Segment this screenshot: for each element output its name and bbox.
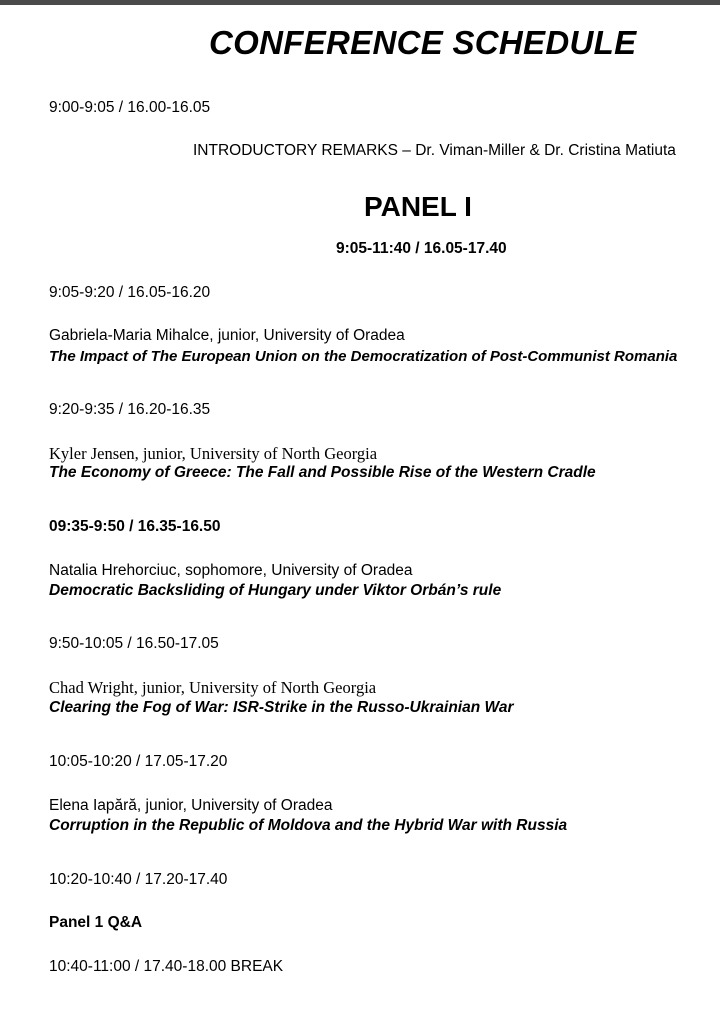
panel-time: 9:05-11:40 / 16.05-17.40: [336, 240, 507, 257]
session-talk: Democratic Backsliding of Hungary under Viktor Orbán’s rule: [49, 582, 502, 599]
intro-time: 9:00-9:05 / 16.00-16.05: [49, 99, 211, 116]
session-talk: Corruption in the Republic of Moldova and the Hybrid War with Russia: [49, 817, 568, 834]
session-talk: The Economy of Greece: The Fall and Possible Rise of the Western Cradle: [49, 464, 596, 481]
session-time: 09:35-9:50 / 16.35-16.50: [49, 518, 221, 535]
session-time: 9:50-10:05 / 16.50-17.05: [49, 635, 219, 652]
session-speaker: Elena Iapără, junior, University of Oradea: [49, 797, 333, 814]
qa-label: Panel 1 Q&A: [49, 914, 143, 931]
session-talk: The Impact of The European Union on the Democratization of Post-Communist Romania: [49, 348, 678, 365]
intro-remarks: INTRODUCTORY REMARKS – Dr. Viman-Miller & Dr. Cristina Matiuta: [193, 142, 676, 159]
session-speaker: Kyler Jensen, junior, University of North Georgia: [49, 444, 378, 463]
session-speaker: Chad Wright, junior, University of North Georgia: [49, 678, 377, 697]
session-talk: Clearing the Fog of War: ISR-Strike in the Russo-Ukrainian War: [49, 699, 514, 716]
session-time: 10:05-10:20 / 17.05-17.20: [49, 753, 228, 770]
qa-time: 10:20-10:40 / 17.20-17.40: [49, 871, 228, 888]
session-speaker: Gabriela-Maria Mihalce, junior, University of Oradea: [49, 327, 405, 344]
top-border: [0, 0, 720, 5]
panel-title: PANEL I: [364, 191, 472, 222]
session-time: 9:05-9:20 / 16.05-16.20: [49, 284, 211, 301]
session-time: 9:20-9:35 / 16.20-16.35: [49, 401, 211, 418]
break-line: 10:40-11:00 / 17.40-18.00 BREAK: [49, 958, 284, 975]
session-speaker: Natalia Hrehorciuc, sophomore, University of Oradea: [49, 562, 413, 579]
page-title: CONFERENCE SCHEDULE: [209, 24, 637, 61]
